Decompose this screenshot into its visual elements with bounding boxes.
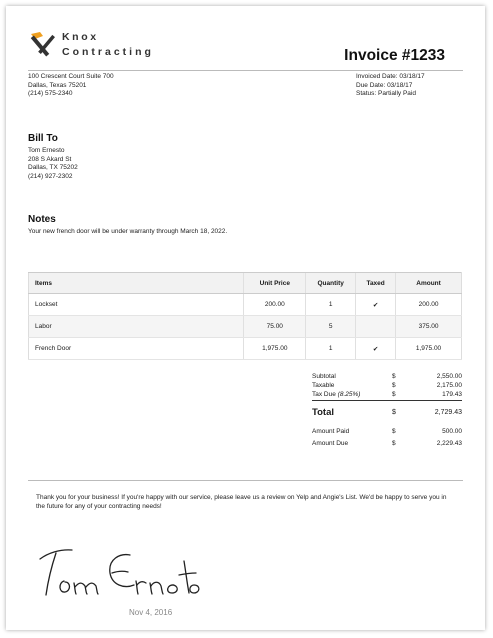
currency-symbol: $: [392, 409, 396, 416]
col-amount: Amount: [396, 273, 462, 294]
bill-to-line: Tom Ernesto: [28, 147, 65, 154]
quantity: 5: [306, 316, 356, 338]
subtotal-label: Subtotal: [312, 373, 336, 380]
invoice-page: [6, 6, 485, 630]
amount: 1,975.00: [396, 338, 462, 360]
quantity: 1: [306, 338, 356, 360]
invoice-meta: [356, 73, 425, 99]
taxed-check: ✔: [356, 294, 396, 316]
items-table: [28, 272, 462, 360]
table-header-row: [29, 273, 462, 294]
bill-to-block: [28, 147, 78, 181]
bill-to-line: (214) 927-2302: [28, 172, 73, 180]
taxable-value: 2,175.00: [436, 382, 462, 389]
currency-symbol: $: [392, 391, 396, 398]
amount: 200.00: [396, 294, 462, 316]
footer-divider: [28, 480, 463, 481]
due-date: Due Date: 03/18/17: [356, 81, 413, 89]
unit-price: 75.00: [244, 316, 306, 338]
item-name: Lockset: [29, 294, 244, 316]
address-line: 100 Crescent Court Suite 700: [28, 73, 114, 80]
total-value: 2,729.43: [434, 409, 462, 416]
tax-due-row: [312, 391, 462, 401]
notes-text: Your new french door will be under warranty through March 18, 2022.: [28, 228, 228, 235]
tax-rate: (8.25%): [337, 391, 361, 398]
table-row: [29, 338, 462, 360]
currency-symbol: $: [392, 428, 396, 435]
thank-you-message: Thank you for your business! If you're happy with our service, please leave us a review on Yelp and Angie's List. We'd be happy to serve you in the future for any of your contracting needs!: [36, 494, 447, 510]
tax-due-value: 179.43: [442, 391, 462, 398]
taxable-row: [312, 382, 462, 391]
amount: 375.00: [396, 316, 462, 338]
hammer-icon: [28, 30, 58, 60]
notes-heading: Notes: [28, 214, 56, 225]
amount-paid-label: Amount Paid: [312, 428, 350, 435]
quantity: 1: [306, 294, 356, 316]
invoiced-date: Invoiced Date: 03/18/17: [356, 73, 425, 80]
total-label: Total: [312, 407, 334, 418]
col-quantity: Quantity: [306, 273, 356, 294]
company-name-line1: Knox: [62, 31, 99, 43]
amount-due-label: Amount Due: [312, 440, 349, 447]
amount-due-value: 2,229.43: [436, 440, 462, 447]
subtotal-value: 2,550.00: [436, 373, 462, 380]
signature-date: Nov 4, 2016: [129, 608, 173, 617]
company-address: [28, 73, 114, 99]
header-divider: [28, 70, 463, 71]
currency-symbol: $: [392, 373, 396, 380]
currency-symbol: $: [392, 382, 396, 389]
totals-block: [312, 373, 462, 449]
unit-price: 200.00: [244, 294, 306, 316]
amount-paid-row: [312, 428, 462, 437]
item-name: Labor: [29, 316, 244, 338]
subtotal-row: [312, 373, 462, 382]
tax-due-label: [312, 391, 360, 398]
total-row: [312, 404, 462, 420]
item-name: French Door: [29, 338, 244, 360]
tax-due-text: Tax Due: [312, 391, 336, 398]
status: Status: Partially Paid: [356, 90, 416, 97]
table-row: [29, 316, 462, 338]
taxed-check: [356, 316, 396, 338]
address-line: (214) 575-2340: [28, 90, 73, 97]
signature-image: [34, 541, 204, 606]
bill-to-line: 208 S Akard St: [28, 155, 72, 163]
company-logo: [28, 28, 178, 64]
bill-to-line: Dallas, TX 75202: [28, 164, 78, 171]
col-unit-price: Unit Price: [244, 273, 306, 294]
col-taxed: Taxed: [356, 273, 396, 294]
invoice-title: Invoice #1233: [344, 47, 445, 64]
taxable-label: Taxable: [312, 382, 335, 389]
bill-to-heading: Bill To: [28, 133, 58, 144]
taxed-check: ✔: [356, 338, 396, 360]
table-row: [29, 294, 462, 316]
col-items: Items: [29, 273, 244, 294]
currency-symbol: $: [392, 440, 396, 447]
company-name-line2: Contracting: [62, 46, 154, 58]
amount-due-row: [312, 440, 462, 449]
address-line: Dallas, Texas 75201: [28, 81, 87, 89]
amount-paid-value: 500.00: [442, 428, 462, 435]
unit-price: 1,975.00: [244, 338, 306, 360]
